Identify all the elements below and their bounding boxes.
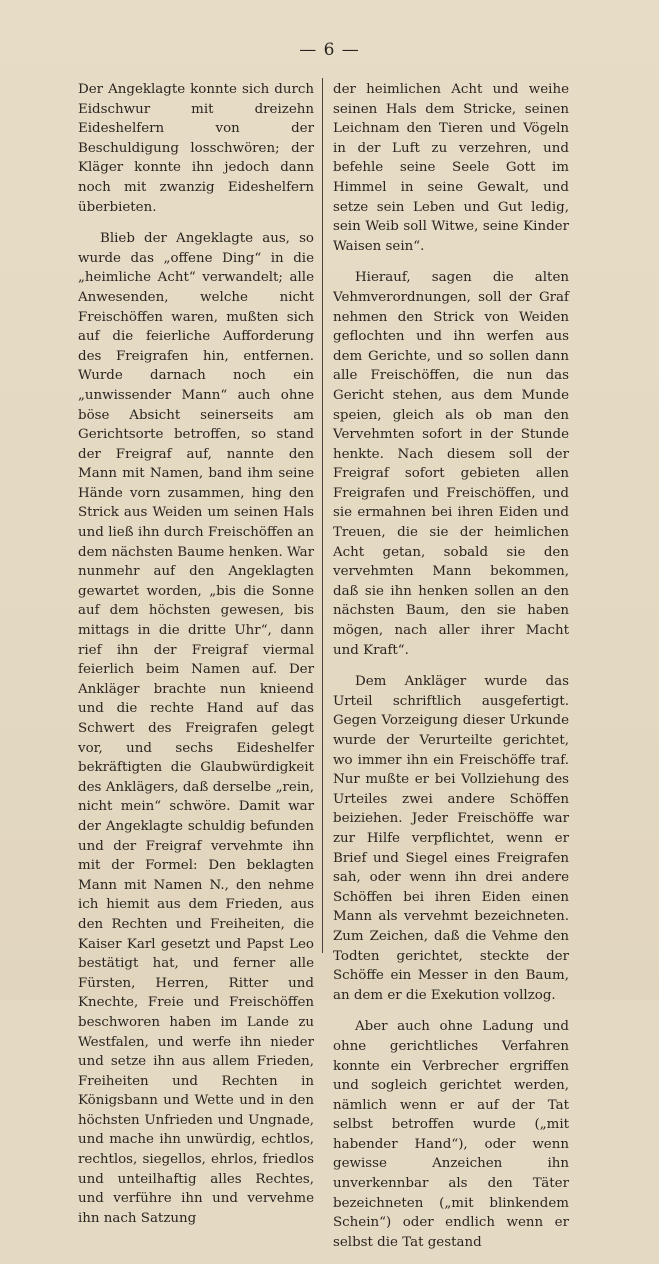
paragraph: Der Angeklagte konnte sich durch Eidschwur mit dreizehn Eideshelfern von der Beschuldigung losschwören; der Kläger konnte ihn jedoch dann noch mit zwanzig Eideshelfern überbieten.	[78, 82, 314, 215]
left-column	[78, 80, 314, 1240]
paragraph: Dem Ankläger wurde das Urteil schriftlich ausgefertigt. Gegen Vorzeigung dieser Urkunde wurde der Verurteilte gerichtet, wo immer ihn ein Freischöffe traf. Nur mußte er bei Vollziehung des Urteiles zwei andere Schöffen beiziehen. Jeder Freischöffe war zur Hilfe verpflichtet, wenn er Brief und Siegel eines Freigrafen sah, oder wenn ihn drei andere Schöffen bei ihren Eiden einen Mann als vervehmt bezeichneten. Zum Zeichen, daß die Vehme den Todten gerichtet, steckte der Schöffe ein Messer in den Baum, an dem er die Exekution vollzog.	[333, 674, 569, 1003]
page-number: — 6 —	[299, 40, 360, 60]
paragraph: Hierauf, sagen die alten Vehmverordnungen, soll der Graf nehmen den Strick von Weiden geflochten und ihn werfen aus dem Gerichte, und so sollen dann alle Freischöffen, die nun das Gericht stehen, aus dem Munde speien, gleich als ob man den Vervehmten sofort in der Stunde henkte. Nach diesem soll der Freigraf sofort gebieten allen Freigrafen und Freischöffen, und sie ermahnen bei ihren Eiden und Treuen, die sie der heimlichen Acht getan, sobald sie den vervehmten Mann bekommen, daß sie ihn henken sollen an den nächsten Baum, den sie haben mögen, nach aller ihrer Macht und Kraft“.	[333, 270, 569, 658]
paragraph: der heimlichen Acht und weihe seinen Hals dem Stricke, seinen Leichnam den Tieren und Vögeln in der Luft zu verzehren, und befehle seine Seele Gott im Himmel in seine Gewalt, und setze sein Leben und Gut ledig, sein Weib soll Witwe, seine Kinder Waisen sein“.	[333, 82, 569, 254]
paragraph: Blieb der Angeklagte aus, so wurde das „offene Ding“ in die „heimliche Acht“ verwandelt; alle Anwesenden, welche nicht Freischöffen waren, mußten sich auf die feierliche Aufforderung des Freigrafen hin, entfernen. Wurde darnach noch ein „unwissender Mann“ auch ohne böse Absicht seinerseits am Gerichtsorte betroffen, so stand der Freigraf auf, nannte den Mann mit Namen, band ihm seine Hände vorn zusammen, hing den Strick aus Weiden um seinen Hals und ließ ihn durch Freischöffen an dem nächsten Baume henken. War nunmehr auf den Angeklagten gewartet worden, „bis die Sonne auf dem höchsten gewesen, bis mittags in die dritte Uhr“, dann rief ihn der Freigraf viermal feierlich beim Namen auf. Der Ankläger brachte nun knieend und die rechte Hand auf das Schwert des Freigrafen gelegt vor, und sechs Eideshelfer bekräftigten die Glaubwürdigkeit des Anklägers, daß derselbe „rein, nicht mein“ schwöre. Damit war der Angeklagte schuldig befunden und der Freigraf vervehmte ihn mit der Formel: Den beklagten Mann mit Namen N., den nehme ich hiemit aus dem Frieden, aus den Rechten und Freiheiten, die Kaiser Karl gesetzt und Papst Leo bestätigt hat, und ferner alle Fürsten, Herren, Ritter und Knechte, Freie und Freischöffen beschworen haben im Lande zu Westfalen, und werfe ihn nieder und setze ihn aus allem Frieden, Freiheiten und Rechten in Königsbann und Wette und in den höchsten Unfrieden und Ungnade, und mache ihn unwürdig, echtlos, rechtlos, siegellos, ehrlos, friedlos und unteilhaftig alles Rechtes, und verführe ihn und vervehme ihn nach Satzung	[78, 231, 314, 1226]
paragraph: Aber auch ohne Ladung und ohne gerichtliches Verfahren konnte ein Verbrecher ergriffen und sogleich gerichtet werden, nämlich wenn er auf der Tat selbst betroffen wurde („mit habender Hand“), oder wenn gewisse Anzeichen ihn unverkennbar als den Täter bezeichneten („mit blinkendem Schein“) oder endlich wenn er selbst die Tat gestand	[333, 1019, 569, 1250]
column-divider	[322, 78, 323, 953]
right-column	[333, 80, 569, 1264]
